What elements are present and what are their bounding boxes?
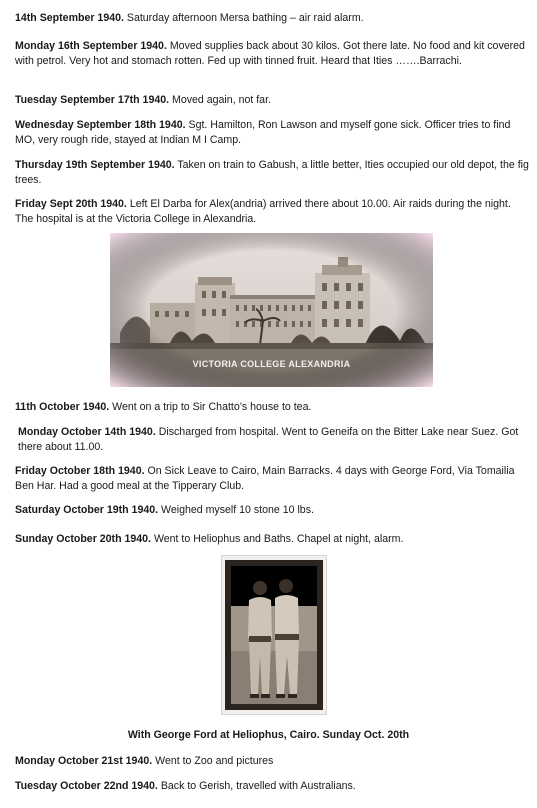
portrait-photo [221,555,327,715]
diary-entry [15,400,530,415]
entry-text: Back to Gerish, travelled with Australians. [157,780,356,792]
entry-date: Wednesday September 18th 1940. [15,119,186,131]
diary-entry [15,118,530,147]
entry-date: Thursday 19th September 1940. [15,159,175,171]
portrait-illustration [222,556,326,714]
entry-text: Discharged from hospital. Went to Geneifa on the Bitter Lake near Suez. Got there about 11.00. [18,426,519,453]
diary-entry [15,532,530,547]
entry-text: Went to Zoo and pictures [152,755,274,767]
diary-entry [15,197,530,226]
entry-date: 14th September 1940. [15,12,124,24]
entry-text: Saturday afternoon Mersa bathing – air raid alarm. [123,12,364,24]
entry-date: Sunday October 20th 1940. [15,533,152,545]
portrait-caption: With George Ford at Heliophus, Cairo. Sunday Oct. 20th [127,729,410,741]
photo-caption: VICTORIA COLLEGE ALEXANDRIA [192,359,351,369]
entry-text: Weighed myself 10 stone 10 lbs. [158,504,314,516]
diary-entry [15,158,530,187]
entry-date: 11th October 1940. [15,401,110,413]
diary-entry [15,754,530,769]
entry-date: Saturday October 19th 1940. [15,504,159,516]
entry-text: Sgt. Hamilton, Ron Lawson and myself gone sick. Officer tries to find MO, very rough ride, stayed at Indian M I Camp. [15,119,511,146]
diary-entry [15,779,530,794]
diary-entry [15,464,530,493]
entry-text: Went to Heliophus and Baths. Chapel at night, alarm. [151,533,404,545]
entry-date: Friday Sept 20th 1940. [15,198,127,210]
entry-text: Left El Darba for Alex(andria) arrived there about 10.00. Air raids during the night. The hospital is at the Victoria College in Alexandria. [15,198,511,225]
entry-date: Tuesday September 17th 1940. [15,94,170,106]
diary-entry [15,503,530,518]
diary-entry [15,11,530,26]
diary-entry [15,93,530,108]
diary-entry [18,425,533,454]
entry-text: On Sick Leave to Cairo, Main Barracks. 4 days with George Ford, Via Tomailia Ben Har. Had a good meal at the Tipperary Club. [15,465,515,492]
entry-text: Moved again, not far. [169,94,271,106]
entry-date: Monday October 14th 1940. [18,426,156,438]
entry-text: Taken on train to Gabush, a little better, Ities occupied our old depot, the fig trees. [15,159,529,186]
entry-date: Monday October 21st 1940. [15,755,153,767]
entry-date: Monday 16th September 1940. [15,40,167,52]
victoria-college-photo [110,233,433,387]
entry-date: Friday October 18th 1940. [15,465,145,477]
entry-text: Moved supplies back about 30 kilos. Got there late. No food and kit covered with petrol. Very hot and stomach rotten. Fed up with tinned fruit. Heard that Ities …….Barrachi. [15,40,525,67]
entry-text: Went on a trip to Sir Chatto’s house to tea. [109,401,312,413]
diary-entry [15,39,530,68]
entry-date: Tuesday October 22nd 1940. [15,780,158,792]
